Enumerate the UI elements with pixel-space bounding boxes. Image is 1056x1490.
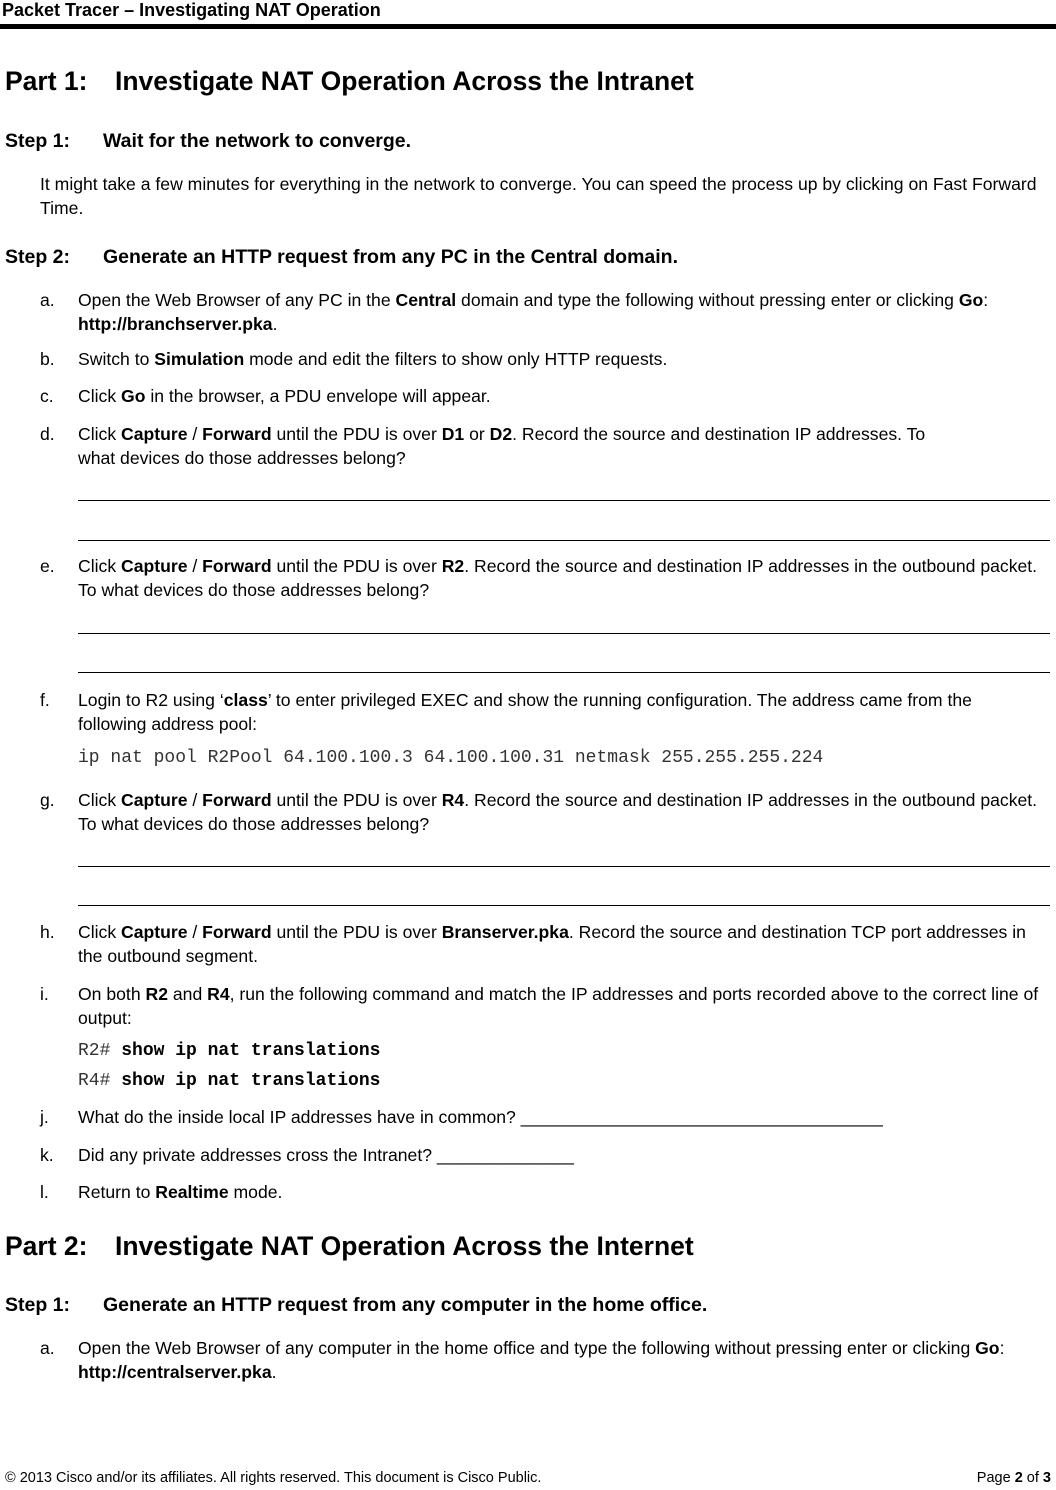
item-letter: j. <box>40 1107 49 1127</box>
command-r2 <box>78 1041 380 1061</box>
item-text: and <box>168 984 208 1004</box>
list-item-l <box>40 1180 1052 1204</box>
list-item-h <box>40 920 1052 968</box>
item-text: . Record the source and destination IP addresses. To what devices do those addresses belong? <box>78 424 926 468</box>
item-bold: http://centralserver.pka <box>78 1362 272 1382</box>
item-bold: Central <box>395 290 457 310</box>
item-text: or <box>464 424 490 444</box>
cli-command: show ip nat translations <box>121 1041 381 1061</box>
part-1-title: Investigate NAT Operation Across the Intranet <box>115 66 694 96</box>
item-bold: Go <box>121 386 146 406</box>
item-text: Click <box>78 386 122 406</box>
item-text: Login to R2 using ‘ <box>78 690 224 710</box>
item-bold: Capture <box>121 424 188 444</box>
item-letter: k. <box>40 1145 54 1165</box>
item-bold: R2 <box>441 556 465 576</box>
item-bold: Capture <box>121 790 188 810</box>
item-letter: a. <box>40 290 55 310</box>
item-text: until the PDU is over <box>271 424 442 444</box>
part-1-heading <box>5 66 694 97</box>
item-bold: Go <box>958 290 984 310</box>
item-text: Click <box>78 790 122 810</box>
item-bold: Go <box>975 1338 1000 1358</box>
item-letter: a. <box>40 1338 55 1358</box>
item-bold: D1 <box>441 424 465 444</box>
item-text: On both <box>78 984 146 1004</box>
item-letter: h. <box>40 922 55 942</box>
item-bold: Branserver.pka <box>441 922 569 942</box>
part-2-list-item-a <box>40 1336 1052 1384</box>
item-text: / <box>187 424 203 444</box>
item-text: Switch to <box>78 349 155 369</box>
answer-line[interactable] <box>78 633 1050 634</box>
step-title: Generate an HTTP request from any computer in the home office. <box>103 1294 708 1316</box>
item-text: . Record the source and destination TCP port addresses in the outbound segment. <box>78 922 1026 966</box>
item-text: until the PDU is over <box>271 922 442 942</box>
page-header <box>0 0 1056 29</box>
part-2-number: Part 2: <box>5 1231 88 1261</box>
item-text: / <box>187 556 203 576</box>
step-1-instructions: It might take a few minutes for everything in the network to converge. You can speed the process up by clicking on Fast Forward Time. <box>40 174 1037 218</box>
item-text: Return to <box>78 1182 156 1202</box>
list-item-g <box>40 788 1052 836</box>
item-text: , run the following command and match the IP addresses and ports recorded above to the correct line of output: <box>78 984 1039 1028</box>
list-item-e <box>40 554 1052 602</box>
copyright-notice: © 2013 Cisco and/or its affiliates. All rights reserved. This document is Cisco Public. <box>5 1470 542 1486</box>
item-text: Open the Web Browser of any PC in the <box>78 290 396 310</box>
cli-command: show ip nat translations <box>121 1071 381 1091</box>
step-number: Step 1: <box>5 1294 71 1316</box>
item-letter: c. <box>40 386 54 406</box>
answer-line[interactable] <box>78 905 1050 906</box>
item-letter: f. <box>40 690 50 710</box>
item-bold: Capture <box>121 556 188 576</box>
item-text[interactable]: What do the inside local IP addresses have in common? _____________________________________ <box>78 1107 883 1127</box>
part-1-number: Part 1: <box>5 66 88 96</box>
item-text: domain and type the following without pressing enter or clicking <box>456 290 959 310</box>
list-item-f <box>40 688 1052 736</box>
list-item-d <box>40 422 1052 470</box>
item-text: in the browser, a PDU envelope will appear. <box>145 386 491 406</box>
item-letter: e. <box>40 556 55 576</box>
item-bold: R4 <box>441 790 465 810</box>
item-bold: D2 <box>489 424 513 444</box>
item-bold: R4 <box>207 984 230 1004</box>
item-text: Click <box>78 922 122 942</box>
page-number <box>977 1470 1051 1486</box>
answer-line[interactable] <box>78 500 1050 501</box>
item-text[interactable]: Did any private addresses cross the Intranet? ______________ <box>78 1145 574 1165</box>
part-2-step-1-heading <box>5 1294 707 1317</box>
item-text: ’ to enter privileged EXEC and show the running configuration. The address came from the following address pool: <box>78 690 972 734</box>
list-item-i <box>40 982 1052 1030</box>
item-text: . <box>271 1362 277 1382</box>
answer-line[interactable] <box>78 540 1050 541</box>
item-text: : <box>983 290 989 310</box>
item-text: . Record the source and destination IP addresses in the outbound packet. To what devices do those addresses belong? <box>78 556 1038 600</box>
item-letter: g. <box>40 790 55 810</box>
item-text: . <box>272 314 278 334</box>
step-number: Step 2: <box>5 246 71 268</box>
item-bold: http://branchserver.pka <box>78 314 273 334</box>
command-r4 <box>78 1071 380 1091</box>
item-text: until the PDU is over <box>271 556 442 576</box>
list-item-k <box>40 1143 1052 1167</box>
item-text: mode and edit the filters to show only HTTP requests. <box>244 349 668 369</box>
part-2-heading <box>5 1231 694 1262</box>
page-current: 2 <box>1014 1470 1023 1486</box>
page-of: of <box>1022 1470 1043 1486</box>
item-bold: Forward <box>202 922 272 942</box>
list-item-j <box>40 1105 1052 1129</box>
item-text: Open the Web Browser of any computer in the home office and type the following without pressing enter or clicking <box>78 1338 976 1358</box>
answer-line[interactable] <box>78 672 1050 673</box>
list-item-a <box>40 288 1052 336</box>
list-item-b <box>40 347 1052 371</box>
item-text: Click <box>78 424 122 444</box>
part-1-step-1-heading <box>5 130 411 153</box>
document-title: Packet Tracer – Investigating NAT Operation <box>2 0 381 20</box>
item-text: . Record the source and destination IP addresses in the outbound packet. To what devices do those addresses belong? <box>78 790 1038 834</box>
item-text: / <box>187 790 203 810</box>
item-bold: Forward <box>202 790 272 810</box>
part-1-step-2-heading <box>5 246 678 269</box>
item-bold: Capture <box>121 922 188 942</box>
nat-pool-config: ip nat pool R2Pool 64.100.100.3 64.100.100.31 netmask 255.255.255.224 <box>78 748 824 768</box>
step-title: Generate an HTTP request from any PC in the Central domain. <box>103 246 679 268</box>
item-text: Click <box>78 556 122 576</box>
step-title: Wait for the network to converge. <box>103 130 412 152</box>
item-bold: Realtime <box>155 1182 229 1202</box>
item-letter: i. <box>40 984 49 1004</box>
item-bold: R2 <box>145 984 168 1004</box>
item-letter: b. <box>40 349 55 369</box>
item-text: mode. <box>228 1182 283 1202</box>
page-total: 3 <box>1042 1470 1051 1486</box>
page-label: Page <box>976 1470 1015 1486</box>
item-bold: class <box>223 690 268 710</box>
item-text: : <box>999 1338 1005 1358</box>
list-item-c <box>40 384 1052 408</box>
part-2-title: Investigate NAT Operation Across the Internet <box>115 1231 694 1261</box>
item-letter: d. <box>40 424 55 444</box>
step-number: Step 1: <box>5 130 71 152</box>
answer-line[interactable] <box>78 866 1050 867</box>
item-letter: l. <box>40 1182 49 1202</box>
cli-prompt: R2# <box>78 1041 122 1061</box>
item-bold: Forward <box>202 556 272 576</box>
item-bold: Simulation <box>154 349 245 369</box>
cli-prompt: R4# <box>78 1071 122 1091</box>
item-bold: Forward <box>202 424 272 444</box>
item-text: until the PDU is over <box>271 790 442 810</box>
item-text: / <box>187 922 203 942</box>
